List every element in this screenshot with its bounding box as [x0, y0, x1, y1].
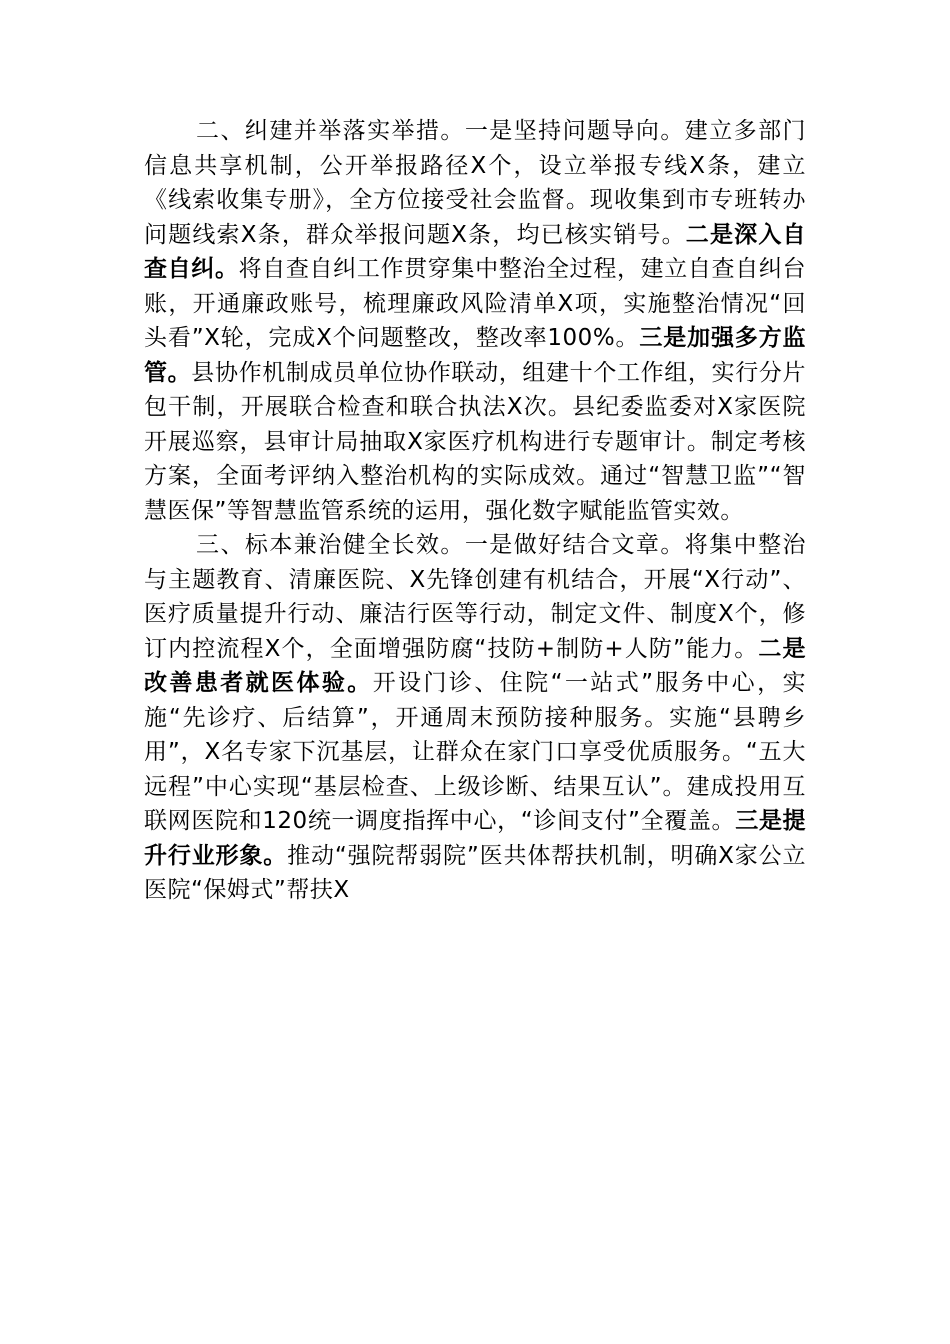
section-two-heading-2: 二是深入自查自纠。: [144, 221, 807, 282]
section-two-text-1: 二、纠建并举落实举措。一是坚持问题导向。建立多部门信息共享机制，公开举报路径X个，设立举报专线X条，建立《线索收集专册》，全方位接受社会监督。现收集到市专班转办问题线索X条，群众举报问题X条，均已核实销号。: [144, 118, 806, 248]
section-three-heading-2: 二是改善患者就医体验。: [144, 635, 806, 696]
paragraph-section-three: [144, 528, 806, 908]
section-three-text-3: 推动“强院帮弱院”医共体帮扶机制，明确X家公立医院“保姆式”帮扶X: [144, 842, 806, 903]
document-body: [144, 114, 806, 908]
paragraph-section-two: [144, 114, 806, 528]
section-two-text-3: 县协作机制成员单位协作联动，组建十个工作组，实行分片包干制，开展联合检查和联合执法X次。县纪委监委对X家医院开展巡察，县审计局抽取X家医疗机构进行专题审计。制定考核方案，全面考评纳入整治机构的实际成效。通过“智慧卫监”“智慧医保”等智慧监管系统的运用，强化数字赋能监管实效。: [144, 359, 807, 524]
section-two-heading-3: 三是加强多方监管。: [144, 325, 807, 386]
section-three-text-2: 开设门诊、住院“一站式”服务中心，实施“先诊疗、后结算”，开通周末预防接种服务。实施“县聘乡用”，X名专家下沉基层，让群众在家门口享受优质服务。“五大远程”中心实现“基层检查、上级诊断、结果互认”。建成投用互联网医院和120统一调度指挥中心，“诊间支付”全覆盖。: [144, 670, 807, 834]
section-three-heading-3: 三是提升行业形象。: [144, 808, 807, 869]
section-two-text-2: 将自查自纠工作贯穿集中整治全过程，建立自查自纠台账，开通廉政账号，梳理廉政风险清单X项，实施整治情况“回头看”X轮，完成X个问题整改，整改率100%。: [144, 256, 807, 351]
section-three-text-1: 三、标本兼治健全长效。一是做好结合文章。将集中整治与主题教育、清廉医院、X先锋创建有机结合，开展“X行动”、医疗质量提升行动、廉洁行医等行动，制定文件、制度X个，修订内控流程X个，全面增强防腐“技防+制防+人防”能力。: [144, 532, 807, 662]
